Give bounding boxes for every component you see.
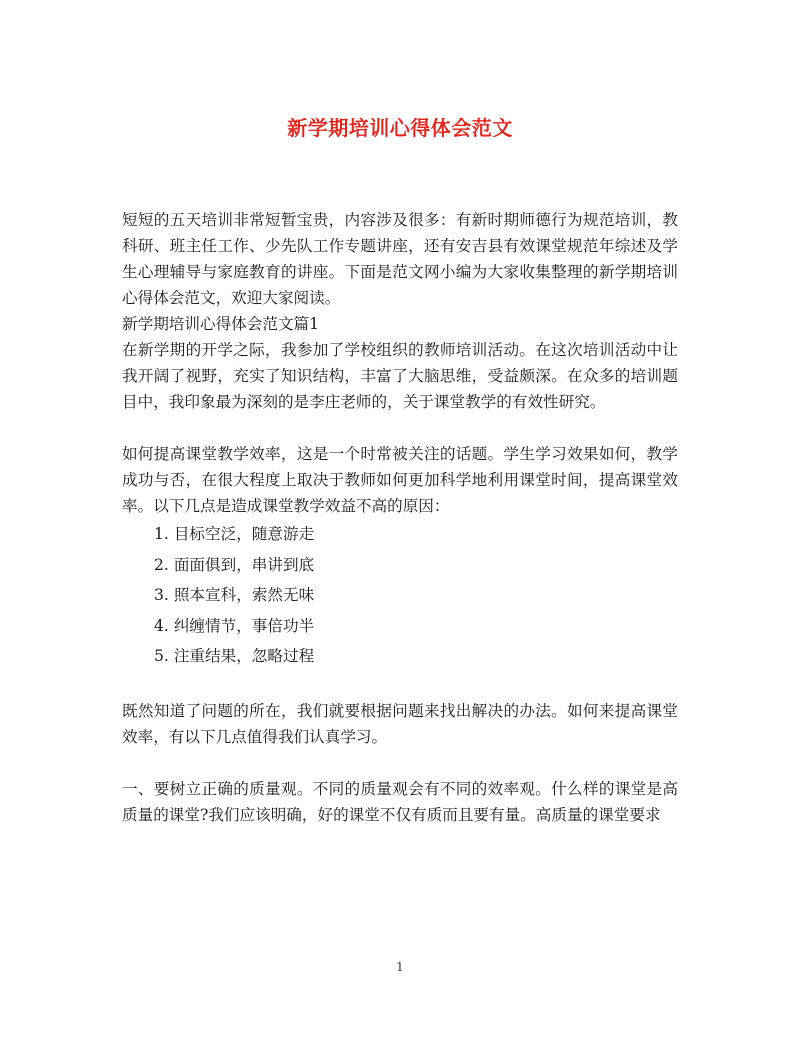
list-item: 4. 纠缠情节，事倍功半	[154, 616, 315, 635]
intro-paragraph: 短短的五天培训非常短暂宝贵，内容涉及很多：有新时期师德行为规范培训，教科研、班主任工作、少先队工作专题讲座，还有安吉县有效课堂规范年综述及学生心理辅导与家庭教育的讲座。下面是范文网小编为大家收集整理的新学期培训心得体会范文，欢迎大家阅读。	[122, 211, 678, 307]
paragraph-2: 如何提高课堂教学效率，这是一个时常被关注的话题。学生学习效果如何，教学成功与否，在很大程度上取决于教师如何更加科学地利用课堂时间，提高课堂效率。以下几点是造成课堂教学效益不高的原因：	[122, 445, 678, 515]
list-item: 5. 注重结果，忽略过程	[154, 647, 315, 665]
paragraph-3: 既然知道了问题的所在，我们就要根据问题来找出解决的办法。如何来提高课堂效率，有以下几点值得我们认真学习。	[122, 701, 678, 746]
list-item: 3. 照本宣科，索然无味	[154, 586, 315, 604]
page-number: 1	[396, 960, 404, 974]
paragraph-spacer	[122, 415, 678, 441]
paragraph-spacer	[122, 750, 678, 776]
section-heading: 新学期培训心得体会范文篇1	[122, 315, 320, 333]
list-item: 1. 目标空泛，随意游走	[154, 525, 315, 543]
list-item: 2. 面面俱到，串讲到底	[154, 555, 315, 574]
paragraph-4: 一、要树立正确的质量观。不同的质量观会有不同的效率观。什么样的课堂是高质量的课堂?我们应该明确，好的课堂不仅有质而且要有量。高质量的课堂要求	[122, 779, 678, 824]
paragraph-spacer	[122, 672, 678, 698]
cause-list	[122, 519, 678, 672]
document-title: 新学期培训心得体会范文	[287, 116, 513, 140]
document-body	[122, 207, 678, 828]
paragraph-1: 在新学期的开学之际，我参加了学校组织的教师培训活动。在这次培训活动中让我开阔了视野，充实了知识结构，丰富了大脑思维，受益颇深。在众多的培训题目中，我印象最为深刻的是李庄老师的，关于课堂教学的有效性研究。	[122, 341, 678, 411]
